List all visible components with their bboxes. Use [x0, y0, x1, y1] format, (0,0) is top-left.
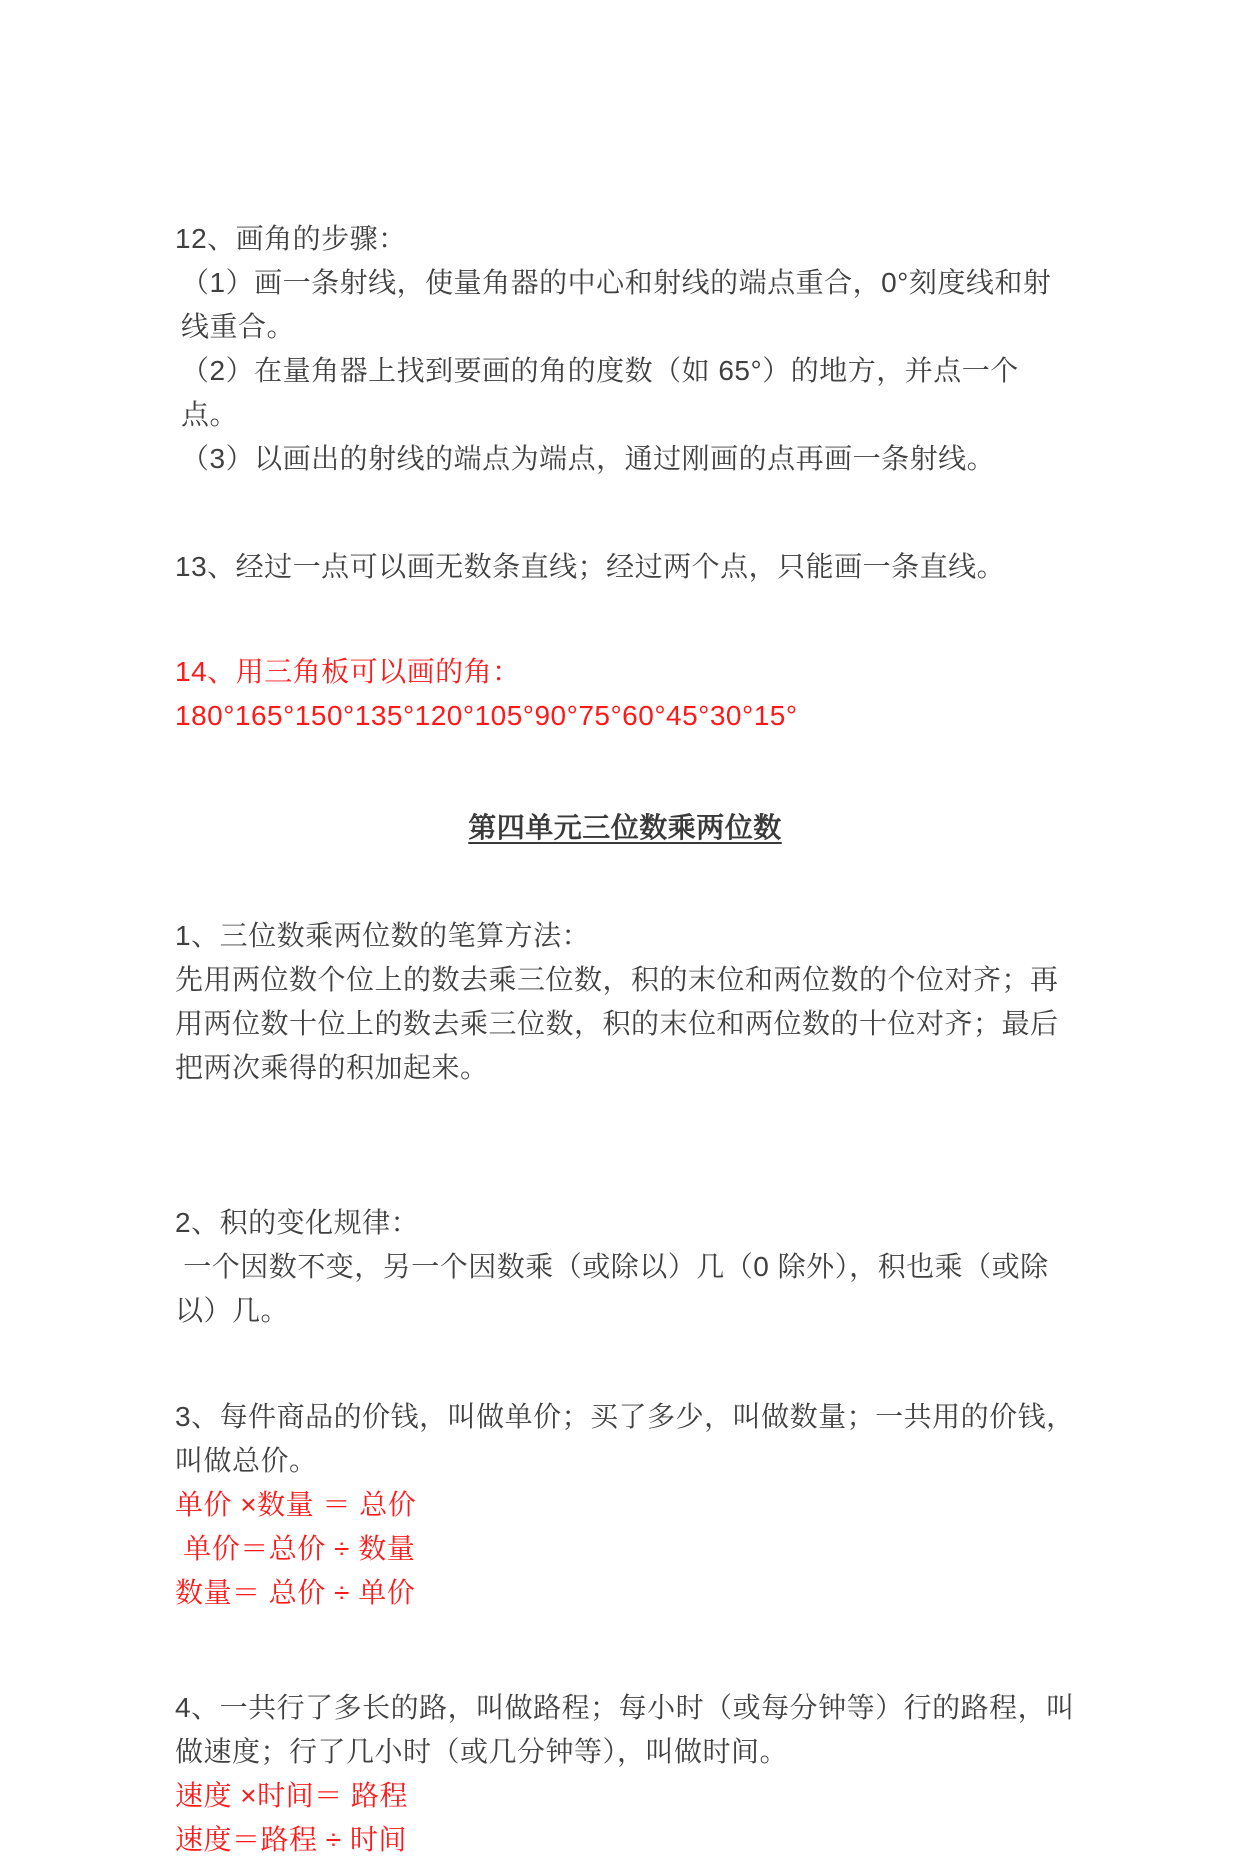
item-4-formula-speed: 速度＝路程 ÷ 时间: [175, 1824, 407, 1855]
item-3-body: 3、每件商品的价钱，叫做单价；买了多少，叫做数量；一共用的价钱，叫做总价。: [175, 1401, 1075, 1476]
document-content: [175, 217, 1075, 1862]
item-2-body: 一个因数不变，另一个因数乘（或除以）几（0 除外），积也乘（或除以）几。: [175, 1251, 1049, 1326]
item-2-title: 2、积的变化规律：: [175, 1207, 420, 1238]
item-4-body: 4、一共行了多长的路，叫做路程；每小时（或每分钟等）行的路程，叫做速度；行了几小时（或几分钟等），叫做时间。: [175, 1692, 1075, 1767]
item-2-product-change-rule: [175, 1201, 1075, 1333]
item-3-formula-quantity: 数量＝ 总价 ÷ 单价: [175, 1577, 416, 1608]
item-4-speed-time-distance: [175, 1686, 1075, 1862]
item-12-angle-drawing-steps: [175, 217, 1075, 481]
item-3-formula-total-price: 单价 ×数量 ＝ 总价: [175, 1489, 417, 1520]
item-1-title: 1、三位数乘两位数的笔算方法：: [175, 920, 591, 951]
item-4-formula-distance: 速度 ×时间＝ 路程: [175, 1780, 408, 1811]
item-12-steps: [175, 261, 1075, 481]
item-13-lines-through-points: [175, 545, 1075, 589]
item-13-text: 13、经过一点可以画无数条直线；经过两个点，只能画一条直线。: [175, 551, 1006, 582]
item-12-step-2: （2）在量角器上找到要画的角的度数（如 65°）的地方，并点一个点。: [181, 355, 1019, 430]
item-12-step-3: （3）以画出的射线的端点为端点，通过刚画的点再画一条射线。: [181, 443, 996, 474]
item-14-text: 14、用三角板可以画的角：180°165°150°135°120°105°90°75°60°45°30°15°: [175, 656, 798, 731]
item-3-price-quantity-total: [175, 1395, 1075, 1615]
unit-4-heading: 第四单元三位数乘两位数: [468, 812, 782, 843]
item-12-title: 12、画角的步骤：: [175, 223, 407, 254]
item-3-formula-unit-price: 单价＝总价 ÷ 数量: [175, 1533, 416, 1564]
item-1-written-multiplication: [175, 914, 1075, 1090]
item-1-body: 先用两位数个位上的数去乘三位数，积的末位和两位数的个位对齐；再用两位数十位上的数去乘三位数，积的末位和两位数的十位对齐；最后把两次乘得的积加起来。: [175, 964, 1059, 1083]
item-12-step-1: （1）画一条射线，使量角器的中心和射线的端点重合，0°刻度线和射线重合。: [181, 267, 1052, 342]
item-14-triangle-ruler-angles: [175, 650, 1075, 738]
